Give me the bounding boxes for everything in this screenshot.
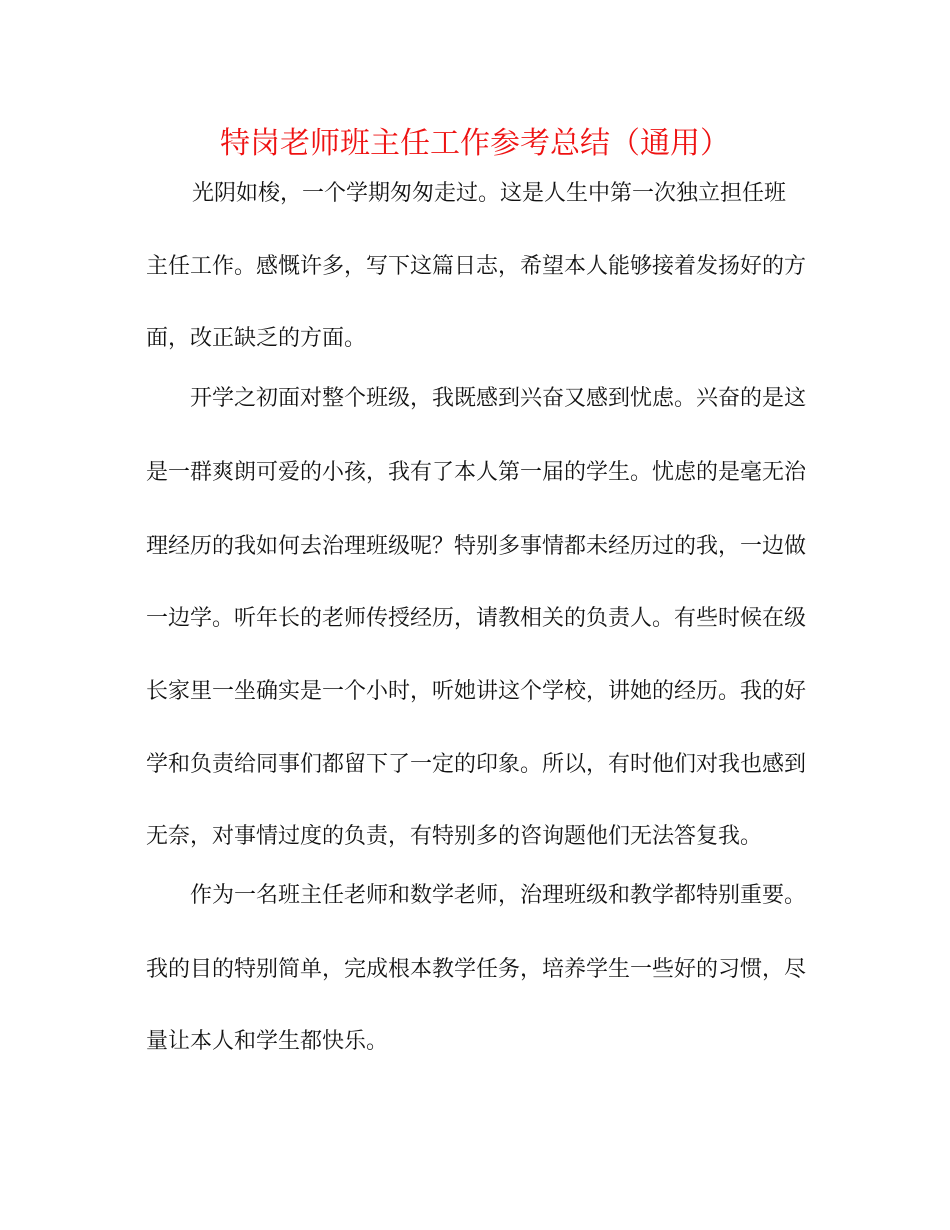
paragraph-3-line-2: 我的目的特别简单，完成根本教学任务，培养学生一些好的习惯，尽: [146, 957, 807, 982]
paragraph-2-line-5: 长家里一坐确实是一个小时，听她讲这个学校，讲她的经历。我的好: [146, 679, 807, 704]
document-title: 特岗老师班主任工作参考总结（通用）: [220, 126, 730, 161]
paragraph-1-line-1: 光阴如梭，一个学期匆匆走过。这是人生中第一次独立担任班: [192, 181, 787, 206]
paragraph-2-line-2: 是一群爽朗可爱的小孩，我有了本人第一届的学生。忧虑的是毫无治: [146, 460, 807, 485]
paragraph-1-line-3: 面，改正缺乏的方面。: [146, 326, 367, 351]
paragraph-1-line-2: 主任工作。感慨许多，写下这篇日志，希望本人能够接着发扬好的方: [146, 254, 807, 279]
paragraph-3-line-1: 作为一名班主任老师和数学老师，治理班级和教学都特别重要。: [190, 883, 807, 908]
paragraph-2-line-3: 理经历的我如何去治理班级呢？特别多事情都未经历过的我，一边做: [146, 534, 807, 559]
paragraph-2-line-7: 无奈，对事情过度的负责，有特别多的咨询题他们无法答复我。: [146, 824, 763, 849]
paragraph-2-line-1: 开学之初面对整个班级，我既感到兴奋又感到忧虑。兴奋的是这: [190, 386, 807, 411]
paragraph-2-line-6: 学和负责给同事们都留下了一定的印象。所以，有时他们对我也感到: [146, 752, 807, 777]
paragraph-2-line-4: 一边学。听年长的老师传授经历，请教相关的负责人。有些时候在级: [146, 606, 807, 631]
paragraph-3-line-3: 量让本人和学生都快乐。: [146, 1029, 389, 1054]
